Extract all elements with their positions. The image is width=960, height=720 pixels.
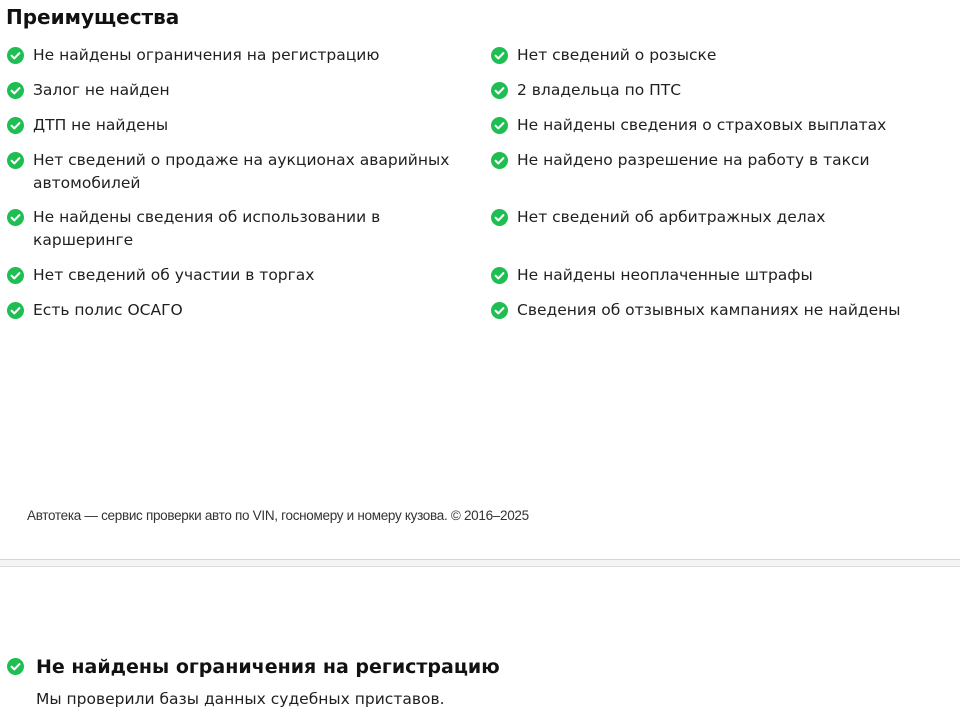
advantage-item bbox=[491, 206, 956, 229]
advantages-list-right bbox=[491, 44, 956, 322]
check-circle-icon bbox=[491, 267, 508, 284]
check-circle-icon bbox=[7, 152, 24, 169]
check-circle-icon bbox=[491, 209, 508, 226]
advantage-text: Нет сведений о розыске bbox=[517, 46, 717, 64]
advantages-list-left bbox=[7, 44, 477, 322]
advantage-item bbox=[7, 264, 477, 287]
advantage-text: Не найдены неоплаченные штрафы bbox=[517, 266, 813, 284]
advantage-item bbox=[491, 79, 956, 102]
advantage-text: Не найдено разрешение на работу в такси bbox=[517, 151, 870, 169]
advantage-text: Нет сведений о продаже на аукционах аварийных автомобилей bbox=[33, 151, 450, 192]
advantage-item bbox=[491, 44, 956, 67]
advantage-item bbox=[491, 114, 956, 137]
advantage-text: ДТП не найдены bbox=[33, 116, 169, 134]
advantage-item bbox=[491, 149, 956, 172]
section-title: Преимущества bbox=[6, 5, 180, 29]
check-circle-icon bbox=[491, 117, 508, 134]
advantage-text: 2 владельца по ПТС bbox=[517, 81, 682, 99]
advantage-item bbox=[7, 44, 477, 67]
section-divider bbox=[0, 559, 960, 567]
check-circle-icon bbox=[491, 302, 508, 319]
advantage-text: Не найдены ограничения на регистрацию bbox=[33, 46, 380, 64]
check-circle-icon bbox=[7, 267, 24, 284]
check-circle-icon bbox=[491, 47, 508, 64]
advantage-item bbox=[7, 114, 477, 137]
advantage-item bbox=[7, 149, 477, 195]
check-circle-icon bbox=[7, 302, 24, 319]
check-circle-icon bbox=[491, 152, 508, 169]
detail-description: Мы проверили базы данных судебных приставов. bbox=[36, 690, 445, 708]
check-circle-icon bbox=[491, 82, 508, 99]
advantage-text: Не найдены сведения о страховых выплатах bbox=[517, 116, 887, 134]
check-circle-icon bbox=[7, 209, 24, 226]
check-circle-icon bbox=[7, 117, 24, 134]
advantage-text: Есть полис ОСАГО bbox=[33, 301, 183, 319]
advantage-item bbox=[491, 299, 956, 322]
advantage-text: Нет сведений об участии в торгах bbox=[33, 266, 315, 284]
advantage-item bbox=[7, 79, 477, 102]
advantage-text: Не найдены сведения об использовании в каршеринге bbox=[33, 208, 381, 249]
advantage-item bbox=[7, 299, 477, 322]
check-circle-icon bbox=[7, 658, 24, 675]
check-circle-icon bbox=[7, 47, 24, 64]
detail-title: Не найдены ограничения на регистрацию bbox=[36, 656, 500, 678]
advantage-text: Сведения об отзывных кампаниях не найдены bbox=[517, 301, 901, 319]
advantage-text: Нет сведений об арбитражных делах bbox=[517, 208, 826, 226]
advantage-text: Залог не найден bbox=[33, 81, 170, 99]
check-circle-icon bbox=[7, 82, 24, 99]
advantage-item bbox=[7, 206, 477, 252]
footer-copyright: Автотека — сервис проверки авто по VIN, госномеру и номеру кузова. © 2016–2025 bbox=[27, 508, 529, 523]
advantage-item bbox=[491, 264, 956, 287]
